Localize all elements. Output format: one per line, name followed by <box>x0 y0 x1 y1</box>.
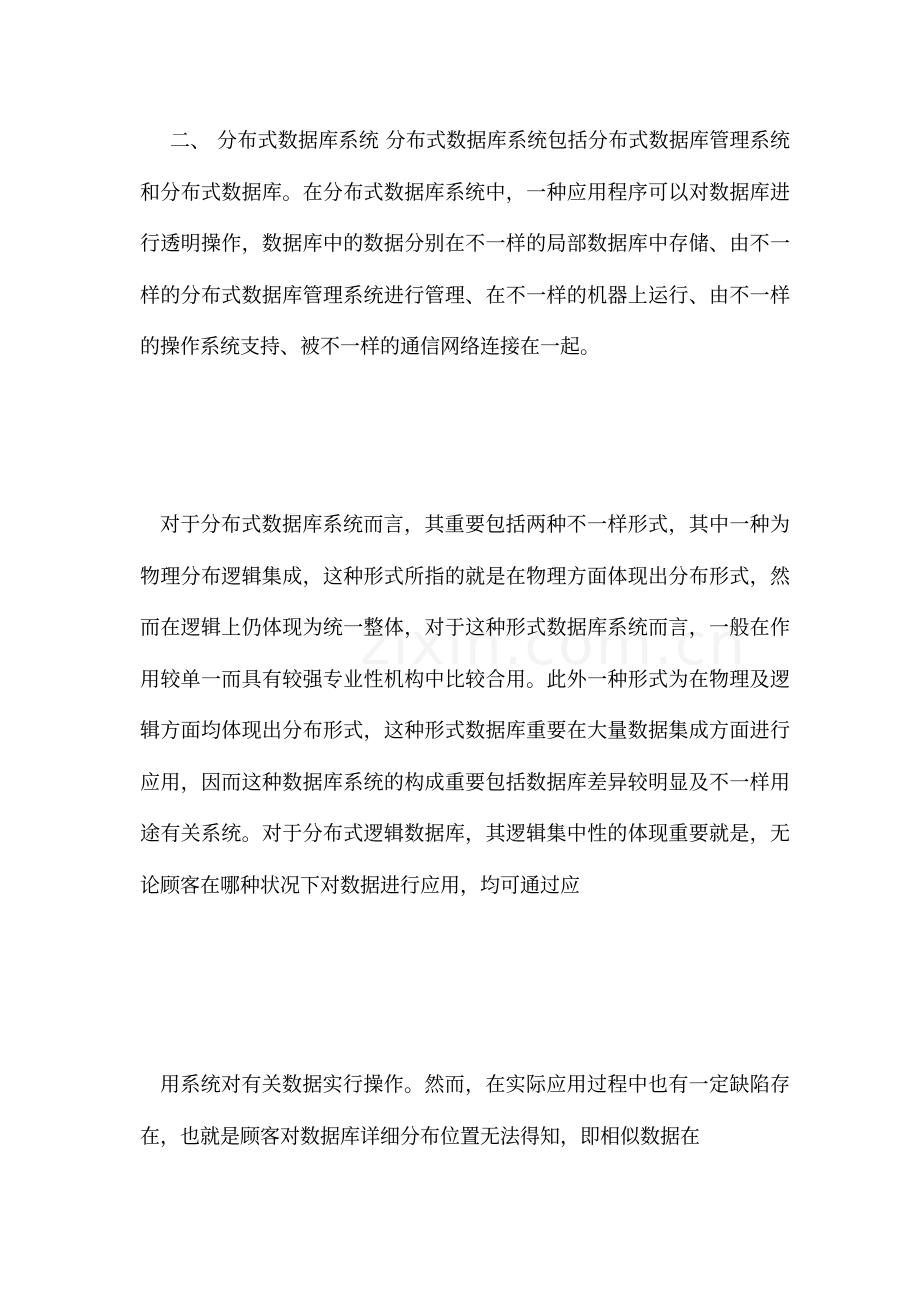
paragraph-distributed-db-forms: 对于分布式数据库系统而言，其重要包括两种不一样形式，其中一种为物理分布逻辑集成，这种形式所指的就是在物理方面体现出分布形式，然而在逻辑上仍体现为统一整体，对于这种形式数据库系统而言，一般在作用较单一而具有较强专业性机构中比较合用。此外一种形式为在物理及逻辑方面均体现出分布形式，这种形式数据库重要在大量数据集成方面进行应用，因而这种数据库系统的构成重要包括数据库差异较明显及不一样用途有关系统。对于分布式逻辑数据库，其逻辑集中性的体现重要就是，无论顾客在哪种状况下对数据进行应用，均可通过应 <box>140 512 790 897</box>
paragraph-distributed-db-intro: 二、 分布式数据库系统 分布式数据库系统包括分布式数据库管理系统和分布式数据库。在分布式数据库系统中，一种应用程序可以对数据库进行透明操作，数据库中的数据分别在不一样的局部数据库中存储、由不一样的分布式数据库管理系统进行管理、在不一样的机器上运行、由不一样的操作系统支持、被不一样的通信网络连接在一起。 <box>140 128 790 358</box>
paragraph-application-defects: 用系统对有关数据实行操作。然而，在实际应用过程中也有一定缺陷存在，也就是顾客对数据库详细分布位置无法得知，即相似数据在 <box>140 1072 790 1148</box>
